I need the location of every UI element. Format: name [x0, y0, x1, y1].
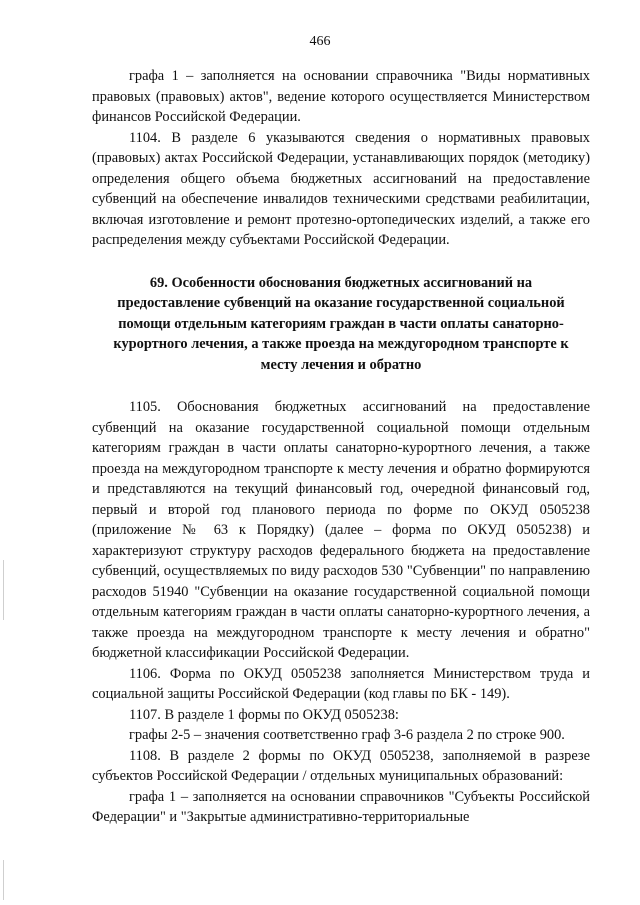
page-number: 466 — [309, 34, 331, 49]
paragraph-graph-1-legal-acts: графа 1 – заполняется на основании справочника "Виды нормативных правовых (правовых) актов", ведение которого осуществляется Министерством финансов Российской Федерации. — [92, 68, 590, 125]
scan-edge-mark — [3, 560, 4, 620]
paragraph-1105: 1105. Обоснования бюджетных ассигнований на предоставление субвенций на оказание государственной социальной помощи отдельным категориям граждан в части оплаты санаторно-курортного лечения, а также проезда на междугородном транспорте к месту лечения и обратно формируются и представляются на текущий финансовый год, очередной финансовый год, первый и второй год планового периода по форме по ОКУД 0505238 (приложение № 63 к Порядку) (далее – форма по ОКУД 0505238) и характеризуют структуру расходов федерального бюджета на предоставление субвенций, осуществляемых по виду расходов 530 "Субвенции" по направлению расходов 51940 "Субвенции на оказание государственной социальной помощи отдельным категориям граждан в части оплаты санаторно-курортного лечения, а также проезда на междугородном транспорте к месту лечения и обратно" бюджетной классификации Российской Федерации. — [92, 399, 590, 661]
scan-edge-mark — [3, 860, 4, 900]
paragraph-1108: 1108. В разделе 2 формы по ОКУД 0505238, заполняемой в разрезе субъектов Российской Федерации / отдельных муниципальных образований: — [92, 747, 590, 784]
document-body — [92, 66, 590, 828]
paragraph-1104: 1104. В разделе 6 указываются сведения о нормативных правовых (правовых) актах Российской Федерации, устанавливающих порядок (методику) определения общего объема бюджетных ассигнований на предоставление субвенций на обеспечение инвалидов техническими средствами реабилитации, включая изготовление и ремонт протезно-ортопедических изделий, а также его распределения между субъектами Российской Федерации. — [92, 129, 590, 248]
section-heading-69: 69. Особенности обоснования бюджетных ассигнований на предоставление субвенций на оказание государственной социальной помощи отдельным категориям граждан в части оплаты санаторно-курортного лечения, а также проезда на междугородном транспорте к месту лечения и обратно — [113, 274, 569, 373]
paragraph-1107: 1107. В разделе 1 формы по ОКУД 0505238: — [129, 706, 399, 723]
paragraph-graph-1-subjects: графа 1 – заполняется на основании справочников "Субъекты Российской Федерации" и "Закрытые административно-территориальные — [92, 788, 590, 825]
paragraph-1106: 1106. Форма по ОКУД 0505238 заполняется Министерством труда и социальной защиты Российской Федерации (код главы по БК - 149). — [92, 665, 590, 702]
paragraph-graphs-2-5: графы 2-5 – значения соответственно граф 3-6 раздела 2 по строке 900. — [129, 727, 565, 743]
